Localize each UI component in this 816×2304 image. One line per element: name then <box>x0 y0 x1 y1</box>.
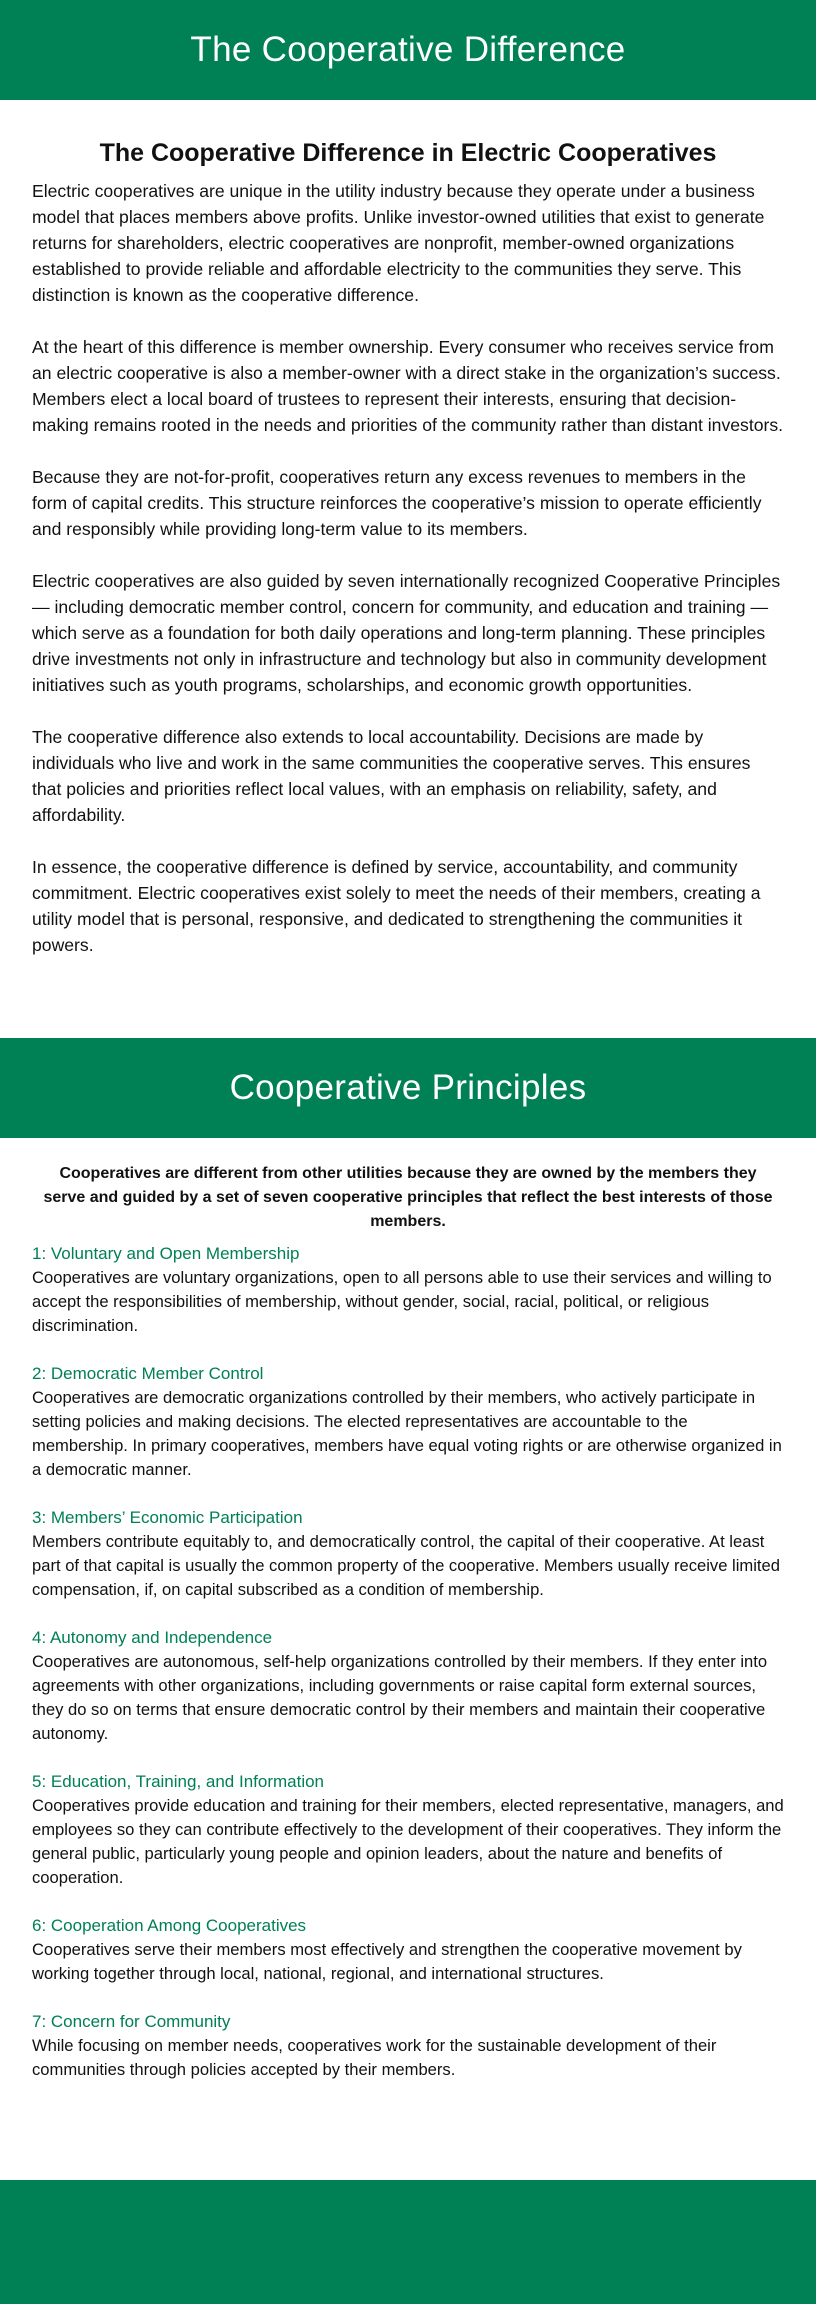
principle-item <box>32 1626 784 1746</box>
principles-section <box>0 1138 816 2082</box>
principle-text: Members contribute equitably to, and democratically control, the capital of their cooperative. At least part of that capital is usually the common property of the cooperative. Members usually receive limited compensation, if, on capital subscribed as a condition of membership. <box>32 1532 780 1599</box>
principle-text: Cooperatives are autonomous, self-help organizations controlled by their members. If they enter into agreements with other organizations, including governments or raise capital form external sources, they do so on terms that ensure democratic control by their members and maintain their cooperative autonomy. <box>32 1652 768 1743</box>
principle-title: 2: Democratic Member Control <box>32 1364 264 1383</box>
principle-item <box>32 2010 784 2082</box>
top-banner <box>0 0 816 100</box>
article-paragraph: The cooperative difference also extends to local accountability. Decisions are made by individuals who live and work in the same communities the cooperative serves. This ensures that policies and priorities reflect local values, with an emphasis on reliability, safety, and affordability. <box>32 727 751 825</box>
article-title: The Cooperative Difference in Electric Cooperatives <box>99 139 717 167</box>
principles-banner <box>0 1038 816 1138</box>
principle-text: Cooperatives are democratic organizations controlled by their members, who actively participate in setting policies and making decisions. The elected representatives are accountable to the membership. In primary cooperatives, members have equal voting rights or are otherwise organized in a democratic manner. <box>32 1388 782 1479</box>
article-paragraph: Electric cooperatives are also guided by seven internationally recognized Cooperative Principles — including democratic member control, concern for community, and education and training — which serve as a foundation for both daily operations and long-term planning. These principles drive investments not only in infrastructure and technology but also in community development initiatives such as youth programs, scholarships, and economic growth opportunities. <box>32 571 781 695</box>
principle-title: 5: Education, Training, and Information <box>32 1772 325 1791</box>
principle-title: 6: Cooperation Among Cooperatives <box>32 1916 307 1935</box>
principle-item <box>32 1914 784 1986</box>
principle-text: Cooperatives are voluntary organizations, open to all persons able to use their services and willing to accept the responsibilities of membership, without gender, social, racial, political, or religious discrimination. <box>32 1268 772 1335</box>
principle-item <box>32 1242 784 1338</box>
article-paragraph: In essence, the cooperative difference is defined by service, accountability, and community commitment. Electric cooperatives exist solely to meet the needs of their members, creating a utility model that is personal, responsive, and dedicated to strengthening the communities it powers. <box>32 857 761 955</box>
principle-title: 3: Members’ Economic Participation <box>32 1508 303 1527</box>
article-paragraph: Electric cooperatives are unique in the utility industry because they operate under a business model that places members above profits. Unlike investor-owned utilities that exist to generate returns for shareholders, electric cooperatives are nonprofit, member-owned organizations established to provide reliable and affordable electricity to the communities they serve. This distinction is known as the cooperative difference. <box>32 181 765 305</box>
principle-text: While focusing on member needs, cooperatives work for the sustainable development of their communities through policies accepted by their members. <box>32 2036 717 2079</box>
footer-band <box>0 2180 816 2304</box>
principle-item <box>32 1770 784 1890</box>
principles-intro: Cooperatives are different from other utilities because they are owned by the members they serve and guided by a set of seven cooperative principles that reflect the best interests of those members. <box>43 1165 773 1230</box>
article-paragraph: Because they are not-for-profit, cooperatives return any excess revenues to members in the form of capital credits. This structure reinforces the cooperative’s mission to operate efficiently and responsibly while providing long-term value to its members. <box>32 467 762 539</box>
principle-title: 1: Voluntary and Open Membership <box>32 1244 300 1263</box>
article-section <box>0 100 816 958</box>
article-body <box>32 178 784 958</box>
principle-item <box>32 1362 784 1482</box>
principle-text: Cooperatives provide education and training for their members, elected representative, managers, and employees so they can contribute effectively to the development of their cooperatives. They inform the general public, particularly young people and opinion leaders, about the nature and benefits of cooperation. <box>32 1796 784 1887</box>
principle-title: 7: Concern for Community <box>32 2012 231 2031</box>
principle-text: Cooperatives serve their members most effectively and strengthen the cooperative movement by working together through local, national, regional, and international structures. <box>32 1940 742 1983</box>
article-paragraph: At the heart of this difference is member ownership. Every consumer who receives service from an electric cooperative is also a member-owner with a direct stake in the organization’s success. Members elect a local board of trustees to represent their interests, ensuring that decision-making remains rooted in the needs and priorities of the community rather than distant investors. <box>32 337 784 435</box>
principles-banner-title: Cooperative Principles <box>229 1068 587 1107</box>
principle-item <box>32 1506 784 1602</box>
banner-title: The Cooperative Difference <box>190 30 626 69</box>
principle-title: 4: Autonomy and Independence <box>32 1628 273 1647</box>
